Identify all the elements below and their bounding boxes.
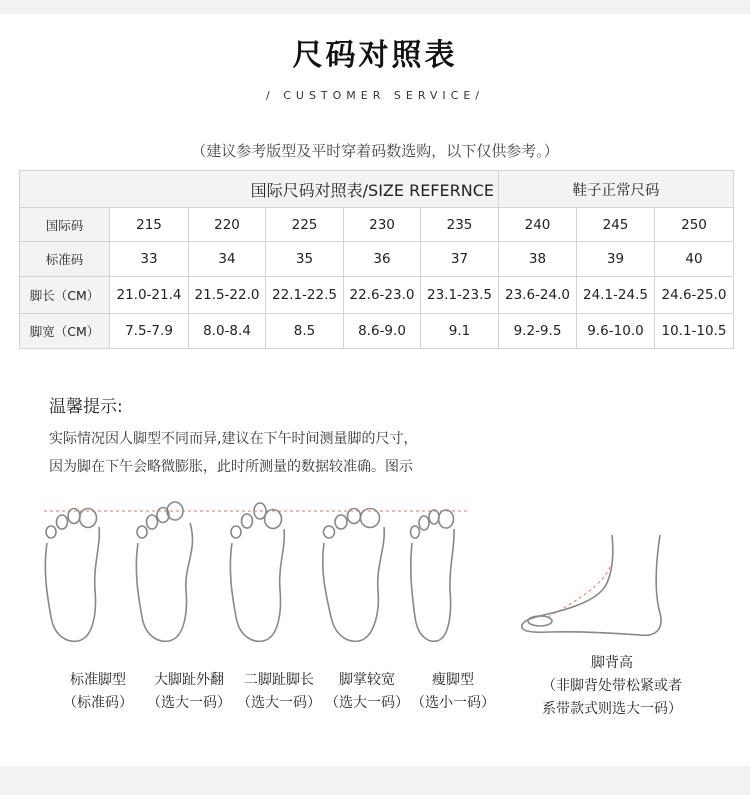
bottom-band	[0, 766, 750, 795]
foot-caption-instep	[524, 652, 700, 718]
foot-size-advice: （选大一码）	[325, 695, 409, 711]
table-row	[20, 242, 734, 277]
long-second-toe-foot-icon	[230, 503, 284, 641]
table-cell: 9.1	[421, 314, 499, 349]
table-header-side: 鞋子正常尺码	[499, 171, 734, 208]
page-subtitle: / CUSTOMER SERVICE/	[266, 89, 484, 102]
foot-size-advice: （标准码）	[63, 695, 133, 711]
top-band	[0, 0, 750, 14]
table-cell: 215	[110, 208, 189, 242]
table-cell: 22.1-22.5	[266, 277, 344, 314]
table-cell: 36	[344, 242, 421, 277]
table-cell: 230	[344, 208, 421, 242]
advice-note: （建议参考版型及平时穿着码数选购，以下仅供参考。）	[191, 142, 559, 160]
tips-line-1: 实际情况因人脚型不同而异,建议在下午时间测量脚的尺寸，	[49, 431, 418, 447]
table-cell: 240	[499, 208, 577, 242]
table-cell: 8.0-8.4	[189, 314, 266, 349]
table-cell: 35	[266, 242, 344, 277]
table-cell: 37	[421, 242, 499, 277]
table-cell: 8.5	[266, 314, 344, 349]
table-cell: 10.1-10.5	[655, 314, 734, 349]
foot-caption-thin	[406, 669, 500, 712]
table-cell: 21.0-21.4	[110, 277, 189, 314]
table-cell: 21.5-22.0	[189, 277, 266, 314]
table-cell: 38	[499, 242, 577, 277]
table-header-main: 国际尺码对照表/SIZE REFERNCE	[20, 171, 499, 208]
row-label: 国际码	[20, 208, 110, 242]
bunion-foot-icon	[136, 502, 192, 641]
table-cell: 8.6-9.0	[344, 314, 421, 349]
foot-caption-second-toe	[232, 669, 326, 712]
table-row	[20, 208, 734, 242]
foot-type-label: 脚背高	[591, 655, 633, 671]
foot-caption-wide	[320, 669, 414, 712]
size-table	[19, 170, 734, 349]
foot-size-advice: （选大一码）	[237, 695, 321, 711]
table-cell: 33	[110, 242, 189, 277]
table-row	[20, 277, 734, 314]
tips-line-2: 因为脚在下午会略微膨胀，此时所测量的数据较准确。图示	[49, 459, 413, 475]
instep-advice-line-2: 系带款式则选大一码）	[542, 701, 682, 717]
foot-type-label: 大脚趾外翻	[154, 672, 224, 688]
table-cell: 40	[655, 242, 734, 277]
table-cell: 245	[577, 208, 655, 242]
standard-foot-icon	[45, 509, 99, 642]
table-row	[20, 314, 734, 349]
table-cell: 7.5-7.9	[110, 314, 189, 349]
row-label: 标准码	[20, 242, 110, 277]
foot-size-advice: （选大一码）	[147, 695, 231, 711]
page-title: 尺码对照表	[292, 38, 458, 73]
table-cell: 39	[577, 242, 655, 277]
table-cell: 24.6-25.0	[655, 277, 734, 314]
table-header-row	[20, 171, 734, 208]
table-cell: 235	[421, 208, 499, 242]
table-cell: 22.6-23.0	[344, 277, 421, 314]
table-cell: 23.1-23.5	[421, 277, 499, 314]
foot-type-label: 脚掌较宽	[339, 672, 395, 688]
table-cell: 9.6-10.0	[577, 314, 655, 349]
foot-type-label: 二脚趾脚长	[244, 672, 314, 688]
table-cell: 220	[189, 208, 266, 242]
table-cell: 34	[189, 242, 266, 277]
foot-caption-bunion	[139, 669, 239, 712]
table-cell: 24.1-24.5	[577, 277, 655, 314]
foot-size-advice: （选小一码）	[411, 695, 495, 711]
table-cell: 250	[655, 208, 734, 242]
table-cell: 23.6-24.0	[499, 277, 577, 314]
foot-type-label: 瘦脚型	[432, 672, 474, 688]
table-cell: 225	[266, 208, 344, 242]
foot-illustrations	[0, 495, 750, 655]
foot-type-label: 标准脚型	[70, 672, 126, 688]
instep-advice-line-1: （非脚背处带松紧或者	[542, 678, 682, 694]
foot-caption-standard	[56, 669, 140, 712]
tips-title: 温馨提示:	[49, 397, 123, 417]
thin-foot-icon	[411, 510, 455, 641]
row-label: 脚长（CM）	[20, 277, 110, 314]
table-cell: 9.2-9.5	[499, 314, 577, 349]
instep-foot-icon	[522, 535, 661, 635]
row-label: 脚宽（CM）	[20, 314, 110, 349]
wide-foot-icon	[323, 509, 385, 642]
